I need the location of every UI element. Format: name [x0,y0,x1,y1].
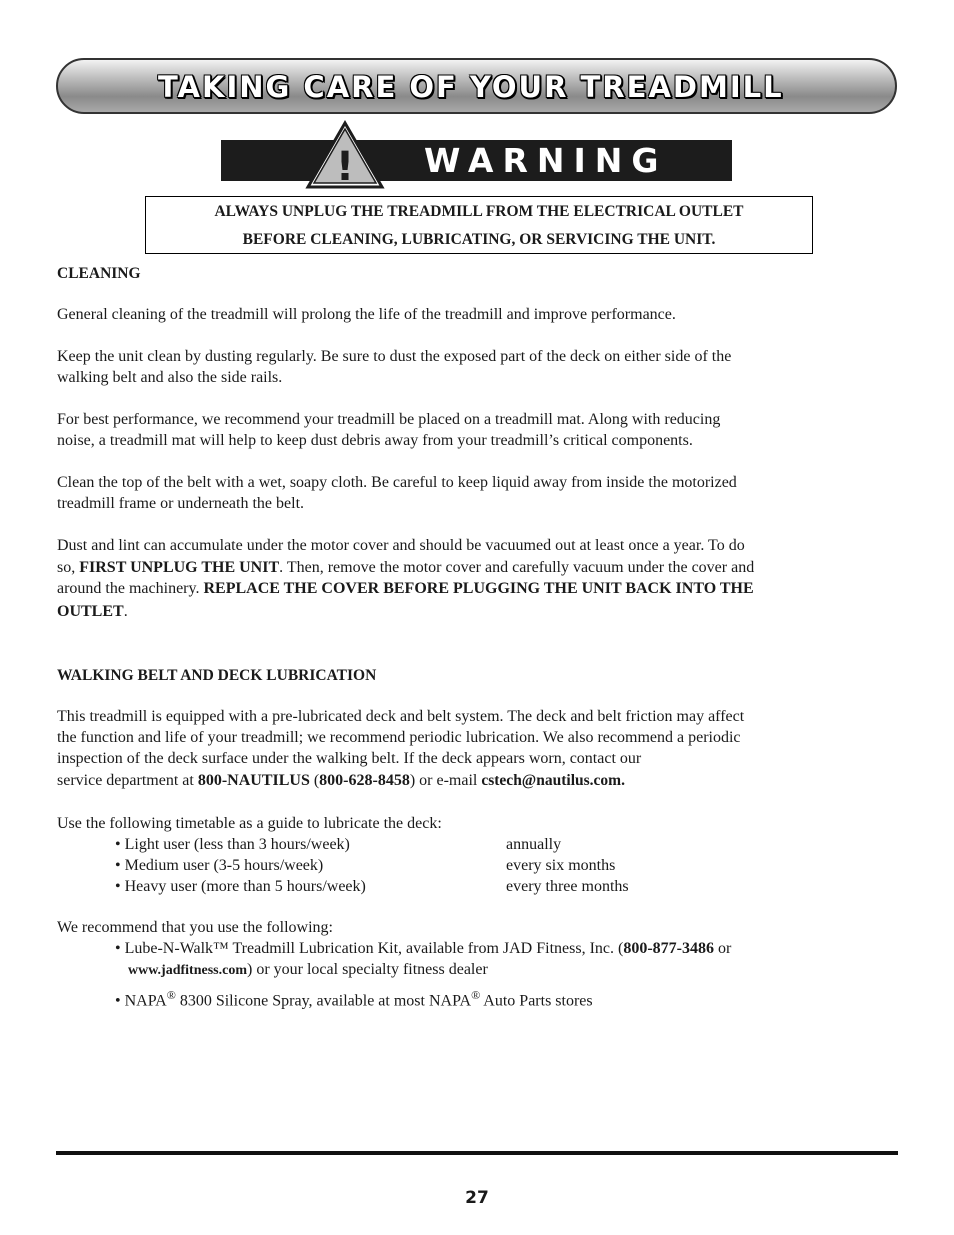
cleaning-paragraph-4-line-1: Clean the top of the belt with a wet, soapy cloth. Be careful to keep liquid away from inside the motorized [57,474,737,491]
lubrication-paragraph-line-2: the function and life of your treadmill; we recommend periodic lubrication. We also recommend a periodic [57,729,741,746]
support-email: cstech@nautilus.com. [481,772,625,789]
cleaning-paragraph-3-line-2: noise, a treadmill mat will help to keep dust debris away from your treadmill’s critical components. [57,432,693,449]
cleaning-paragraph-4-line-2: treadmill frame or underneath the belt. [57,495,305,512]
footer-divider [56,1151,898,1155]
cleaning-paragraph-5-line-1: Dust and lint can accumulate under the motor cover and should be vacuumed out at least once a year. To do [57,537,745,554]
text-run: around the machinery. [57,580,204,597]
lubrication-paragraph-line-3: inspection of the deck surface under the walking belt. If the deck appears worn, contact our [57,750,642,767]
schedule-frequency-light: annually [506,836,562,853]
emphasis-outlet: OUTLET [57,603,124,620]
cleaning-paragraph-2-line-2: walking belt and also the side rails. [57,369,283,386]
warning-notice-line-1: ALWAYS UNPLUG THE TREADMILL FROM THE ELECTRICAL OUTLET [214,203,744,220]
warning-notice-line-2: BEFORE CLEANING, LUBRICATING, OR SERVICING THE UNIT. [242,231,716,248]
timetable-intro: Use the following timetable as a guide to lubricate the deck: [57,815,442,832]
text-run: or [714,940,732,957]
warning-triangle-icon [305,120,385,190]
text-run: • Lube-N-Walk™ Treadmill Lubrication Kit, available from JAD Fitness, Inc. ( [115,940,624,957]
lubrication-heading: WALKING BELT AND DECK LUBRICATION [57,667,377,684]
lubrication-paragraph-line-4 [57,770,625,791]
registered-mark: ® [471,988,481,1002]
recommend-item-lube-kit-line-2 [128,959,488,981]
cleaning-paragraph-1: General cleaning of the treadmill will prolong the life of the treadmill and improve performance. [57,306,676,323]
schedule-frequency-heavy: every three months [506,878,629,895]
schedule-user-heavy: • Heavy user (more than 5 hours/week) [115,878,366,895]
text-run: 8300 Silicone Spray, available at most NAPA [175,992,472,1010]
exclamation-mark: ! [335,144,355,190]
cleaning-paragraph-3-line-1: For best performance, we recommend your treadmill be placed on a treadmill mat. Along with reducing [57,411,721,428]
text-run: Auto Parts stores [480,992,593,1010]
text-run: ) or e-mail [409,772,482,789]
text-run: service department at [57,772,198,789]
jad-phone-number: 800-877-3486 [623,940,714,957]
schedule-user-light: • Light user (less than 3 hours/week) [115,836,350,853]
jad-website: www.jadfitness.com [128,963,247,978]
cleaning-heading: CLEANING [57,265,141,282]
warning-notice-box [145,196,813,254]
registered-mark: ® [166,988,176,1002]
emphasis-replace-cover: REPLACE THE COVER BEFORE PLUGGING THE UNIT BACK INTO THE [203,580,754,597]
text-run: ) or your local specialty fitness dealer [247,961,488,978]
section-title: TAKING CARE OF YOUR TREADMILL [158,70,784,104]
phone-800-nautilus: 800-NAUTILUS [197,772,310,789]
recommend-intro: We recommend that you use the following: [57,919,333,936]
recommend-item-silicone-spray [115,985,593,1011]
text-run: . Then, remove the motor cover and carefully vacuum under the cover and [279,559,755,576]
cleaning-paragraph-5-line-2 [57,557,754,578]
warning-label: WARNING [424,141,668,180]
lubrication-paragraph-line-1: This treadmill is equipped with a pre-lubricated deck and belt system. The deck and belt friction may affect [57,708,745,725]
text-run: • NAPA [115,992,167,1010]
text-run: so, [57,559,80,576]
emphasis-unplug: FIRST UNPLUG THE UNIT [79,559,280,576]
phone-number: 800-628-8458 [319,772,410,789]
cleaning-paragraph-5-line-4 [57,601,128,622]
schedule-user-medium: • Medium user (3-5 hours/week) [115,857,324,874]
text-run: . [123,603,128,620]
recommend-item-lube-kit [115,938,731,959]
schedule-frequency-medium: every six months [506,857,616,874]
text-run: ( [309,772,320,789]
cleaning-paragraph-5-line-3 [57,578,754,599]
section-title-bar [56,58,897,114]
cleaning-paragraph-2-line-1: Keep the unit clean by dusting regularly. Be sure to dust the exposed part of the deck on either side of the [57,348,732,365]
page-number: 27 [465,1188,489,1208]
